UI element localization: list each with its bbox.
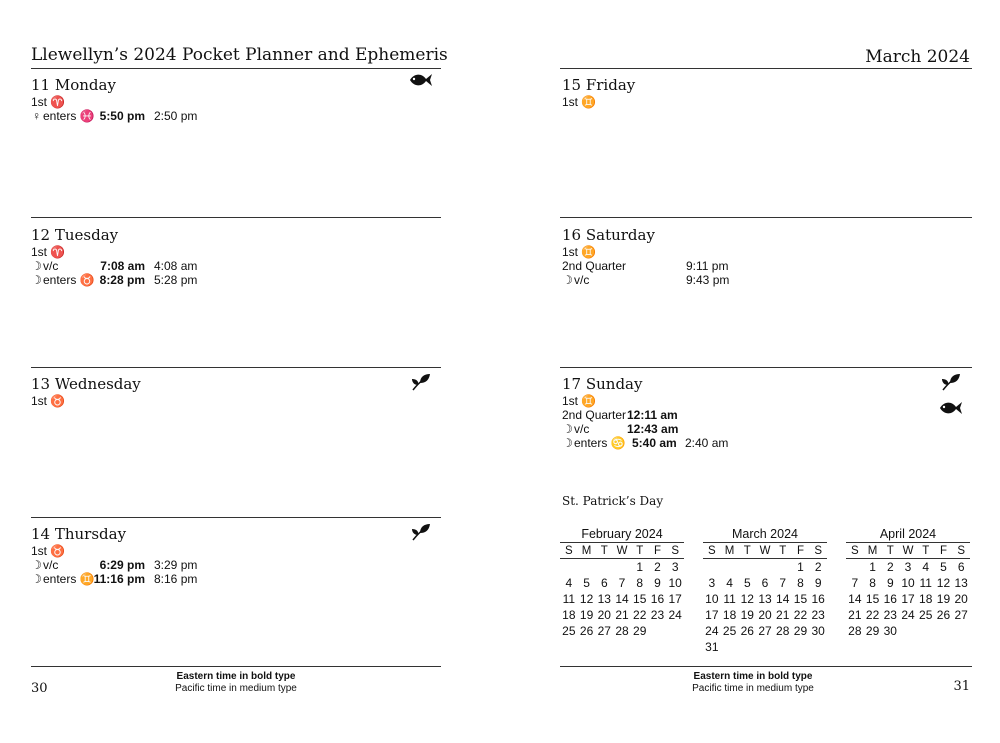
calendar-day: 11 <box>723 592 736 606</box>
day-title: 14 Thursday <box>31 525 127 543</box>
calendar-day: 4 <box>565 576 573 590</box>
event-label: 2nd Quarter <box>562 408 627 422</box>
event-label: 1st ♊ <box>562 245 597 259</box>
calendar-day: 29 <box>633 624 647 638</box>
calendar-month-title: April 2024 <box>879 527 937 541</box>
weekday-label: T <box>779 544 787 557</box>
event-line <box>562 436 626 450</box>
planet-glyph: ♀ <box>32 109 41 123</box>
event-line <box>31 394 65 408</box>
calendar-week <box>846 559 970 575</box>
calendar-week <box>703 559 827 575</box>
pacific-time: 4:08 am <box>154 259 198 273</box>
calendar-day: 19 <box>579 608 594 622</box>
planet-glyph: ☽ <box>562 422 573 436</box>
calendar-day: 17 <box>901 592 915 606</box>
event-label: 1st ♈ <box>31 245 66 259</box>
calendar-day: 24 <box>705 624 719 638</box>
event-line <box>562 95 596 109</box>
mini-calendar <box>846 527 970 639</box>
calendar-week <box>560 575 684 591</box>
calendar-day: 12 <box>936 576 951 590</box>
calendar-day: 11 <box>919 576 932 590</box>
weekday-label: W <box>759 544 771 557</box>
day-title: 17 Sunday <box>562 375 643 393</box>
calendar-day: 17 <box>668 592 682 606</box>
event-line <box>31 572 95 586</box>
calendar-day: 9 <box>814 576 822 590</box>
calendar-day: 14 <box>776 592 790 606</box>
footer-bold-note: Eastern time in bold type <box>693 671 813 682</box>
calendar-day: 27 <box>758 624 772 638</box>
weekday-label: M <box>581 544 592 557</box>
eastern-time: 7:08 am <box>100 259 145 273</box>
eastern-time: 12:43 am <box>627 422 679 436</box>
footer-rule-right <box>560 666 972 667</box>
planet-glyph: ☽ <box>31 259 42 273</box>
calendar-day: 18 <box>722 608 737 622</box>
event-line <box>31 95 65 109</box>
weekday-label: W <box>902 544 914 557</box>
event-line <box>562 273 589 287</box>
calendar-day: 12 <box>579 592 594 606</box>
calendar-day: 13 <box>954 576 968 590</box>
calendar-day: 24 <box>901 608 915 622</box>
planet-glyph: ☽ <box>562 273 573 287</box>
weekday-label: M <box>724 544 735 557</box>
calendar-day: 3 <box>671 560 679 574</box>
event-label: v/c <box>43 259 59 273</box>
calendar-day: 16 <box>883 592 897 606</box>
calendar-week <box>703 639 827 655</box>
calendar-day: 22 <box>865 608 880 622</box>
event-label: enters ♋ <box>574 436 626 450</box>
calendar-week <box>846 591 970 607</box>
calendar-week <box>703 591 827 607</box>
pacific-time: 2:50 pm <box>154 109 198 123</box>
calendar-day: 1 <box>636 560 644 574</box>
weekday-label: S <box>565 544 573 557</box>
calendar-day: 24 <box>668 608 682 622</box>
calendar-day: 5 <box>743 576 751 590</box>
calendar-day: 4 <box>922 560 930 574</box>
calendar-day: 2 <box>814 560 822 574</box>
planner-title: Llewellyn’s 2024 Pocket Planner and Ephemeris <box>31 45 448 65</box>
calendar-day: 6 <box>761 576 769 590</box>
weekday-label: S <box>814 544 822 557</box>
calendar-day: 23 <box>650 608 665 622</box>
weekday-header <box>846 543 970 558</box>
calendar-week <box>560 591 684 607</box>
weekday-label: T <box>922 544 930 557</box>
event-line <box>31 245 65 259</box>
calendar-day: 28 <box>848 624 862 638</box>
calendar-day: 2 <box>654 560 661 574</box>
calendar-day: 15 <box>793 592 808 606</box>
pacific-time: 8:16 pm <box>154 572 198 586</box>
calendar-day: 21 <box>848 608 862 622</box>
calendar-month-title: February 2024 <box>581 527 663 541</box>
calendar-day: 25 <box>562 624 576 638</box>
weekday-header <box>703 543 827 558</box>
page-number-right: 31 <box>953 679 970 694</box>
calendar-day: 5 <box>940 560 947 574</box>
pacific-time: 5:28 pm <box>154 273 198 287</box>
event-label: 1st ♈ <box>31 95 66 109</box>
weekday-header <box>560 543 684 558</box>
event-line <box>31 544 65 558</box>
calendar-day: 29 <box>793 624 808 638</box>
pacific-time: 9:11 pm <box>686 259 729 273</box>
weekday-label: F <box>796 544 804 557</box>
calendar-day: 21 <box>615 608 629 622</box>
eastern-time: 8:28 pm <box>99 273 145 287</box>
calendar-day: 20 <box>758 608 772 622</box>
day-divider <box>560 217 972 218</box>
event-label: enters ♓ <box>43 109 95 123</box>
calendar-day: 20 <box>954 592 968 606</box>
calendar-month-title: March 2024 <box>731 527 798 541</box>
calendar-day: 8 <box>636 576 644 590</box>
calendar-day: 22 <box>633 608 647 622</box>
day-divider <box>31 217 441 218</box>
calendar-day: 26 <box>740 624 754 638</box>
eastern-time: 6:29 pm <box>99 558 145 572</box>
calendar-day: 20 <box>597 608 611 622</box>
weekday-label: T <box>743 544 751 557</box>
weekday-label: M <box>867 544 878 557</box>
calendar-day: 11 <box>562 592 576 606</box>
calendar-week <box>703 607 827 623</box>
calendar-day: 8 <box>797 576 804 590</box>
eastern-time: 11:16 pm <box>93 572 145 586</box>
page-number-left: 30 <box>31 681 48 696</box>
event-line <box>31 259 58 273</box>
pacific-time: 3:29 pm <box>154 558 198 572</box>
weekday-label: S <box>851 544 859 557</box>
calendar-day: 18 <box>919 592 933 606</box>
calendar-day: 3 <box>708 576 716 590</box>
calendar-day: 27 <box>597 624 611 638</box>
calendar-week <box>846 623 970 639</box>
calendar-day: 1 <box>797 560 804 574</box>
event-line <box>31 109 95 123</box>
calendar-day: 7 <box>618 576 626 590</box>
fish-icon <box>938 400 964 416</box>
calendar-day: 4 <box>726 576 733 590</box>
planet-glyph: ☽ <box>31 273 42 287</box>
calendar-week <box>703 575 827 591</box>
weekday-label: T <box>600 544 608 557</box>
footer-legend-right <box>683 671 823 695</box>
calendar-day: 2 <box>886 560 894 574</box>
calendar-day: 12 <box>740 592 754 606</box>
header-rule-right <box>560 68 972 69</box>
calendar-day: 14 <box>848 592 862 606</box>
event-line <box>31 273 95 287</box>
fish-icon <box>408 72 434 88</box>
calendar-week <box>560 623 684 639</box>
calendar-week <box>703 623 827 639</box>
weekday-label: T <box>886 544 894 557</box>
month-title: March 2024 <box>865 47 970 67</box>
calendar-day: 19 <box>936 592 951 606</box>
event-label: enters ♊ <box>43 572 95 586</box>
footer-rule-left <box>31 666 441 667</box>
calendar-day: 23 <box>883 608 897 622</box>
event-label: 1st ♉ <box>31 394 66 408</box>
event-line <box>562 408 626 422</box>
weekday-label: W <box>616 544 628 557</box>
holiday-label: St. Patrick’s Day <box>562 494 664 508</box>
calendar-day: 7 <box>779 576 787 590</box>
event-line <box>562 394 596 408</box>
weekday-label: S <box>708 544 716 557</box>
planet-glyph: ☽ <box>31 558 42 572</box>
calendar-day: 30 <box>811 624 825 638</box>
eastern-time: 5:50 pm <box>99 109 145 123</box>
calendar-day: 28 <box>615 624 629 638</box>
event-label: enters ♉ <box>43 273 95 287</box>
event-line <box>562 259 626 273</box>
calendar-day: 9 <box>654 576 661 590</box>
day-title: 13 Wednesday <box>31 375 141 393</box>
calendar-day: 26 <box>579 624 594 638</box>
mini-calendar <box>703 527 827 655</box>
event-label: 1st ♉ <box>31 544 66 558</box>
day-title: 11 Monday <box>31 76 116 94</box>
day-title: 12 Tuesday <box>31 226 119 244</box>
event-label: 1st ♊ <box>562 95 597 109</box>
calendar-day: 19 <box>740 608 754 622</box>
day-divider <box>560 367 972 368</box>
event-label: v/c <box>43 558 59 572</box>
event-line <box>562 245 596 259</box>
calendar-day: 7 <box>851 576 859 590</box>
calendar-day: 30 <box>883 624 897 638</box>
calendar-week <box>846 575 970 591</box>
event-label: v/c <box>574 273 590 287</box>
calendar-day: 10 <box>668 576 682 590</box>
calendar-day: 29 <box>865 624 880 638</box>
calendar-day: 26 <box>936 608 951 622</box>
calendar-week <box>560 607 684 623</box>
footer-bold-note: Eastern time in bold type <box>176 671 296 682</box>
pacific-time: 9:43 pm <box>686 273 730 287</box>
footer-medium-note: Pacific time in medium type <box>175 683 297 694</box>
calendar-day: 17 <box>705 608 719 622</box>
leaf-icon <box>411 373 431 391</box>
weekday-label: F <box>653 544 661 557</box>
calendar-week <box>846 607 970 623</box>
mini-calendar <box>560 527 684 639</box>
event-line <box>31 558 58 572</box>
footer-medium-note: Pacific time in medium type <box>692 683 814 694</box>
event-label: 1st ♊ <box>562 394 597 408</box>
calendar-day: 5 <box>583 576 590 590</box>
planet-glyph: ☽ <box>562 436 573 450</box>
weekday-label: F <box>939 544 947 557</box>
calendar-day: 31 <box>705 640 719 654</box>
calendar-day: 3 <box>904 560 912 574</box>
calendar-day: 21 <box>776 608 790 622</box>
calendar-day: 23 <box>811 608 825 622</box>
event-label: 2nd Quarter <box>562 259 627 273</box>
eastern-time: 12:11 am <box>627 408 678 422</box>
calendar-day: 10 <box>705 592 719 606</box>
calendar-day: 10 <box>901 576 915 590</box>
calendar-day: 16 <box>650 592 665 606</box>
calendar-day: 15 <box>865 592 880 606</box>
calendar-day: 16 <box>811 592 825 606</box>
calendar-day: 25 <box>722 624 737 638</box>
calendar-day: 27 <box>954 608 968 622</box>
day-title: 15 Friday <box>562 76 636 94</box>
calendar-week <box>560 559 684 575</box>
calendar-day: 18 <box>562 608 576 622</box>
calendar-day: 13 <box>758 592 772 606</box>
calendar-day: 6 <box>957 560 965 574</box>
pacific-time: 2:40 am <box>685 436 729 450</box>
day-divider <box>31 367 441 368</box>
header-rule-left <box>31 68 441 69</box>
leaf-icon <box>941 373 961 391</box>
leaf-icon <box>411 523 431 541</box>
eastern-time: 5:40 am <box>632 436 677 450</box>
calendar-day: 6 <box>600 576 608 590</box>
event-line <box>562 422 589 436</box>
footer-legend-left <box>166 671 306 695</box>
planet-glyph: ☽ <box>31 572 42 586</box>
calendar-day: 9 <box>886 576 894 590</box>
weekday-label: S <box>957 544 965 557</box>
weekday-label: S <box>671 544 679 557</box>
day-divider <box>31 517 441 518</box>
calendar-day: 25 <box>919 608 933 622</box>
calendar-day: 28 <box>776 624 790 638</box>
calendar-day: 22 <box>793 608 808 622</box>
calendar-day: 14 <box>615 592 629 606</box>
calendar-day: 1 <box>869 560 876 574</box>
weekday-label: T <box>636 544 644 557</box>
calendar-day: 15 <box>633 592 647 606</box>
day-title: 16 Saturday <box>562 226 655 244</box>
calendar-day: 13 <box>597 592 611 606</box>
event-label: v/c <box>574 422 590 436</box>
calendar-day: 8 <box>869 576 876 590</box>
